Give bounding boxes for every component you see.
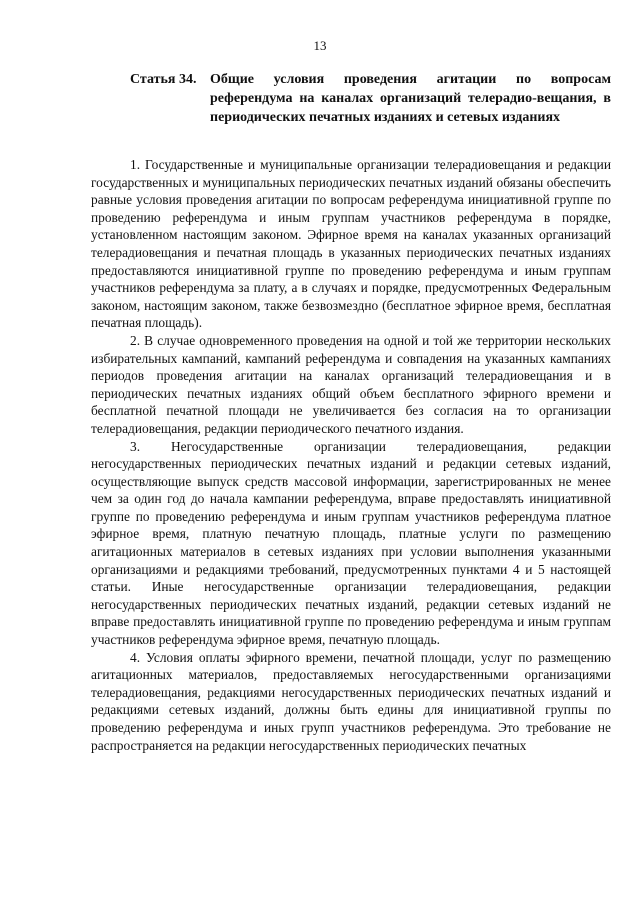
page-number: 13: [313, 38, 327, 53]
article-body: [91, 156, 611, 754]
paragraph-3: 3. Негосударственные организации телерадиовещания, редакции негосударственных периодических печатных изданий и редакции сетевых изданий, осуществляющие выпуск средств массовой информации, зарегистрированных не менее чем за один год до начала кампании референдума, вправе предоставлять инициативной группе по проведению референдума и иным группам участников референдума платное эфирное время, платную печатную площадь, платные услуги по размещению агитационных материалов в сетевых изданиях при условии выполнения указанными организациями и редакциями требований, предусмотренных пунктами 4 и 5 настоящей статьи. Иные негосударственные организации телерадиовещания, редакции негосударственных периодических печатных изданий, редакции сетевых изданий не вправе предоставлять инициативной группе по проведению референдума и иным группам участников референдума эфирное время, печатную площадь.: [91, 438, 611, 648]
paragraph-4: 4. Условия оплаты эфирного времени, печатной площади, услуг по размещению агитационных материалов, предоставляемых негосударственными организациями телерадиовещания, редакциями негосударственных периодических печатных изданий и редакциями сетевых изданий, должны быть едины для инициативной группы по проведению референдума и иных групп участников референдума. Это требование не распространяется на редакции негосударственных периодических печатных: [91, 649, 611, 753]
paragraph-1: 1. Государственные и муниципальные организации телерадиовещания и редакции государственных и муниципальных периодических печатных изданий обязаны обеспечить равные условия проведения агитации по вопросам референдума инициативной группе по проведению референдума и иным группам участников референдума в порядке, установленном настоящим законом. Эфирное время на каналах указанных организаций телерадиовещания и печатная площадь в указанных периодических печатных изданиях предоставляются инициативной группе по проведению референдума и иным группам участников референдума за плату, а в случаях и порядке, предусмотренных Федеральным законом, настоящим законом, также безвозмездно (бесплатное эфирное время, бесплатная печатная площадь).: [91, 157, 611, 331]
article-label: Статья 34.: [130, 72, 197, 87]
article-title: Общие условия проведения агитации по вопросам референдума на каналах организаций телерадио-вещания, в периодических печатных изданиях и сетевых изданиях: [210, 72, 611, 125]
paragraph-2: 2. В случае одновременного проведения на одной и той же территории нескольких избирательных кампаний, кампаний референдума и совпадения на указанных кампаниях периодов проведения агитации на каналах организаций телерадиовещания и в периодических печатных изданиях общий объем бесплатного эфирного времени и бесплатной печатной площади не увеличивается без согласия на то организации телерадиовещания, редакции периодического печатного издания.: [91, 332, 611, 436]
